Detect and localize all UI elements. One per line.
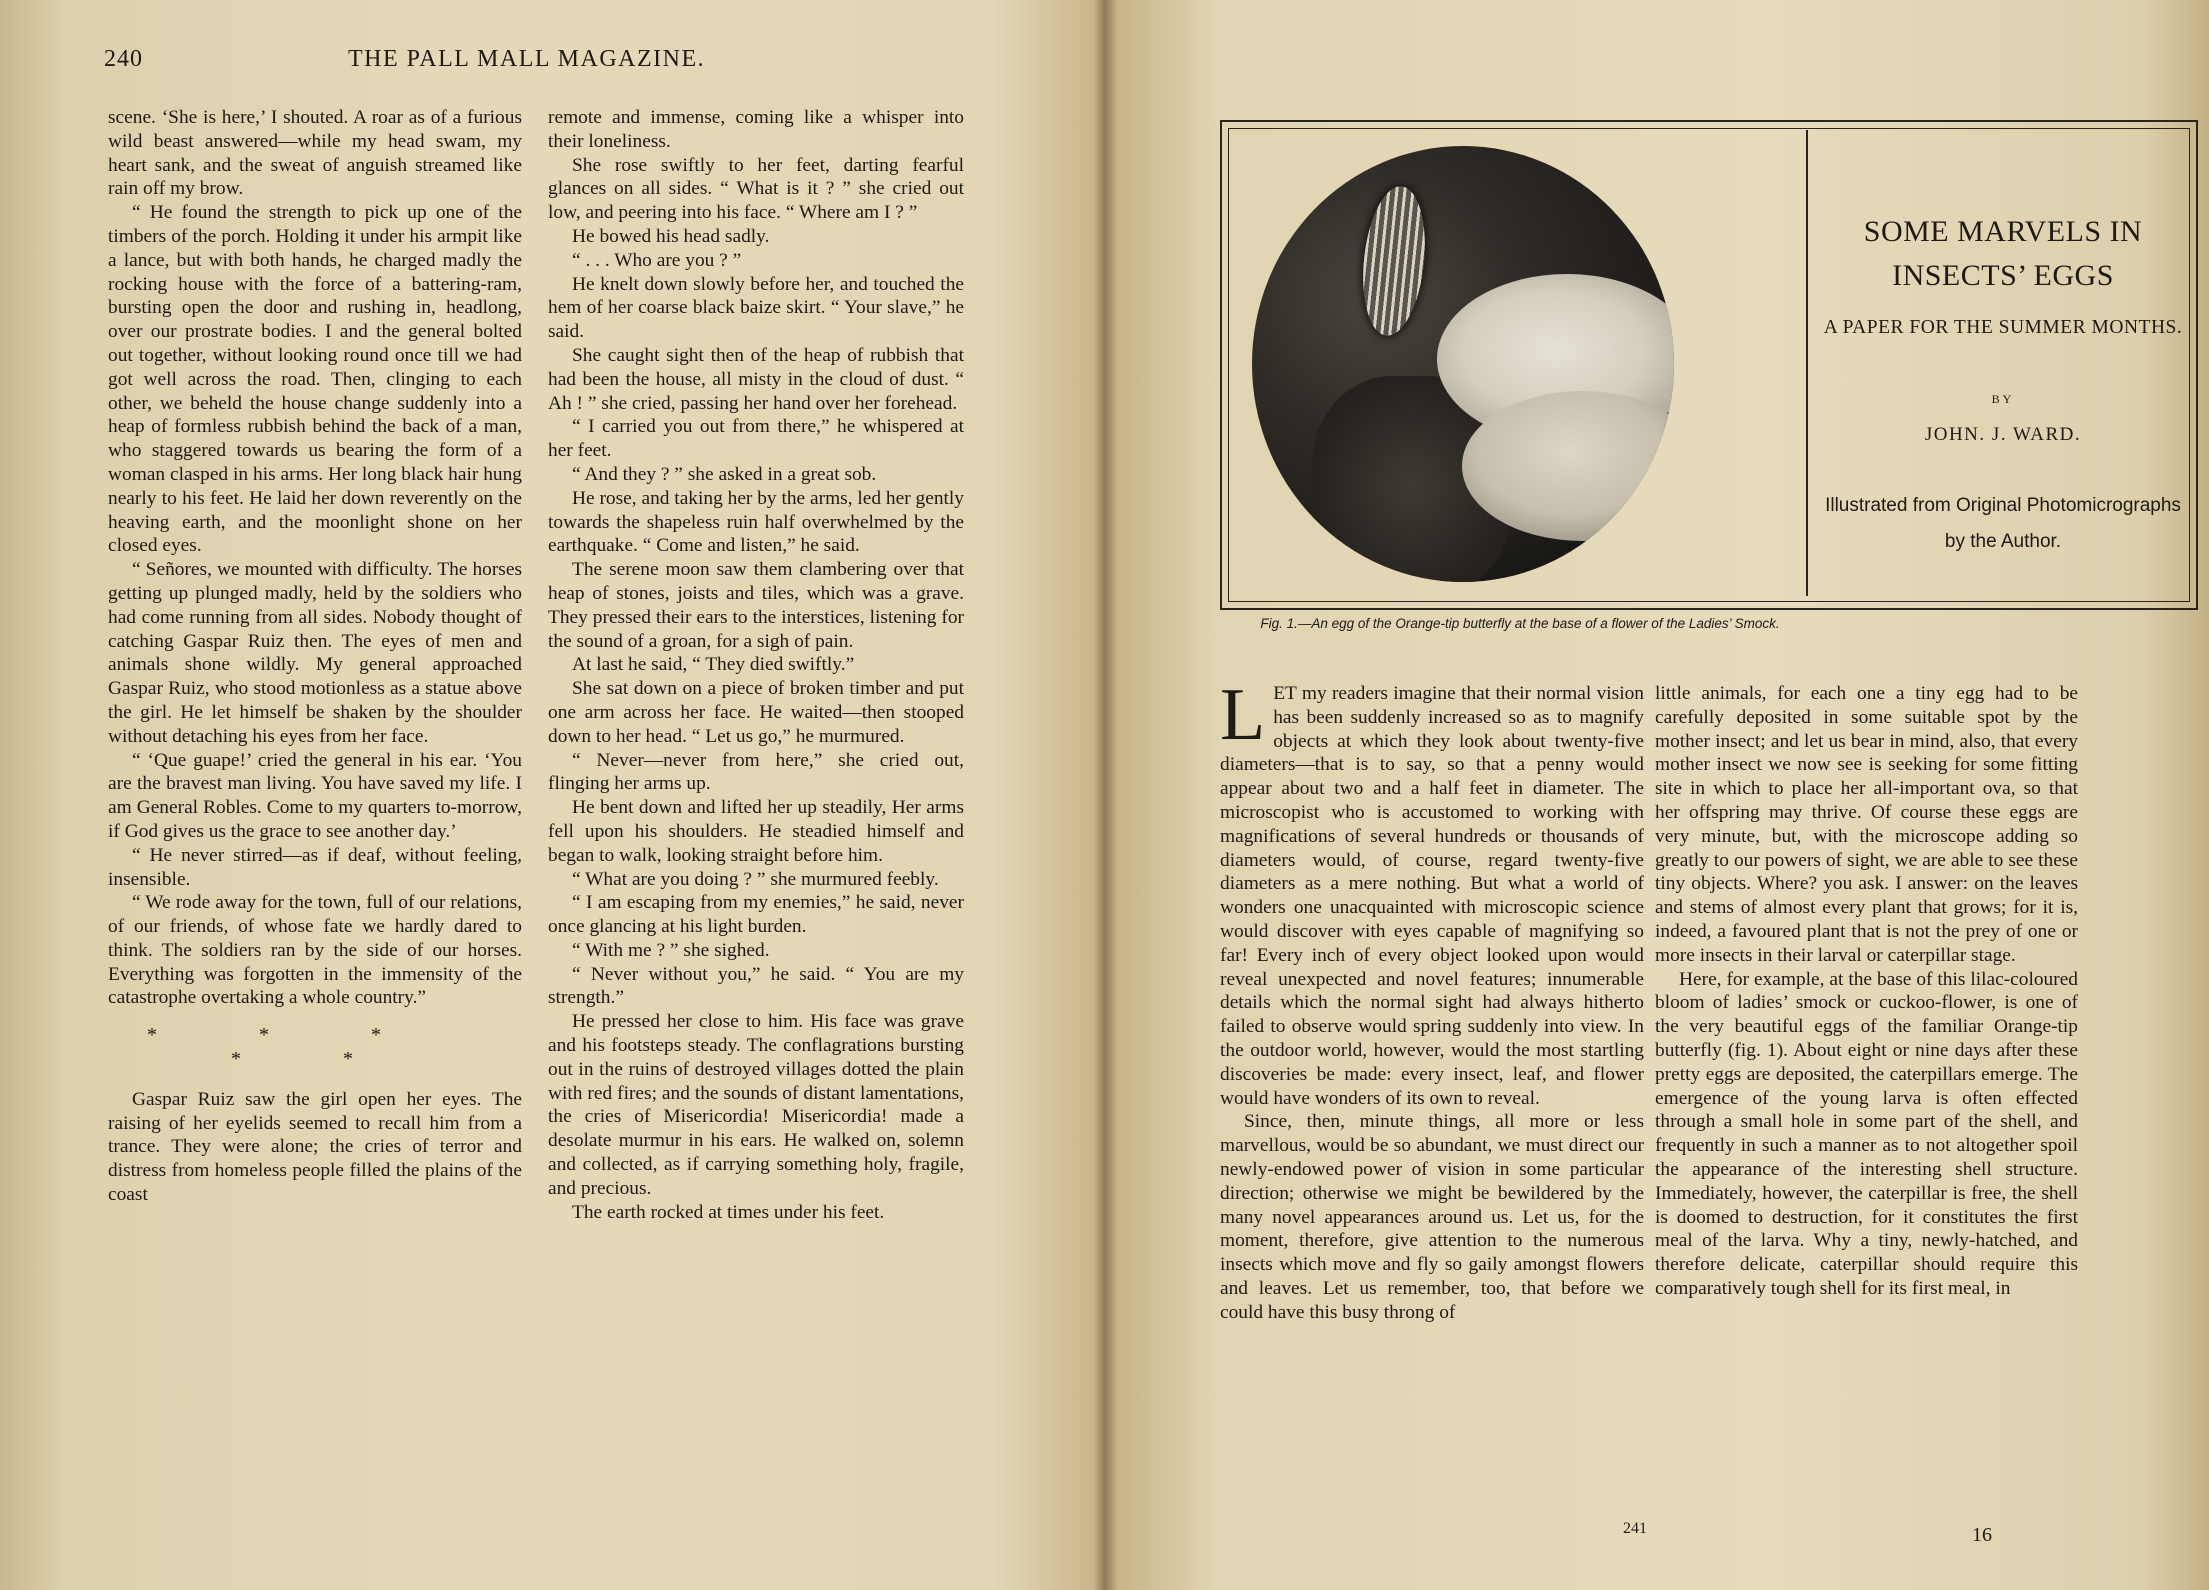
left-page (0, 0, 1100, 1590)
egg-photomicrograph (1252, 146, 1674, 582)
paragraph: “ What are you doing ? ” she murmured feebly. (572, 868, 939, 890)
left-column-1 (108, 106, 522, 1207)
paragraph: Here, for example, at the base of this lilac-coloured bloom of ladies’ smock or cuckoo-flower, is one of the very beautiful eggs of the familiar Orange-tip butterfly (fig. 1). About eight or nine days after these pretty eggs are deposited, the caterpillars emerge. The emergence of the young larva is often effected through a small hole in some part of the shell, and frequently in such a manner as to not altogether spoil the appearance of the interesting shell structure. Immediately, however, the caterpillar is free, the shell is doomed to destruction, for it constitutes the first meal of the larva. Why a tiny, newly-hatched, and therefore delicate, caterpillar should require this comparatively tough shell for its first meal, in (1655, 968, 2078, 1299)
paragraph: “ And they ? ” she asked in a great sob. (572, 463, 877, 485)
paragraph: “ He never stirred—as if deaf, without feeling, insensible. (108, 844, 522, 890)
paragraph: “ ‘Que guape!’ cried the general in his ear. ‘You are the bravest man living. You have saved my life. I am General Robles. Come to my quarters to-morrow, if God gives us the grace to see another day.’ (108, 749, 522, 842)
paragraph: She rose swiftly to her feet, darting fearful glances on all sides. “ What is it ? ” she cried out low, and peering into his face. “ Where am I ? ” (548, 154, 964, 224)
paragraph: Gaspar Ruiz saw the girl open her eyes. The raising of her eyelids seemed to recall him from a trance. They were alone; the cries of terror and distress from homeless people filled the plains of the coast (108, 1088, 522, 1206)
paragraph: He pressed her close to him. His face was grave and his footsteps steady. The conflagrations bursting out in the ruins of destroyed villages dotted the plain with red fires; and the sounds of distant lamentations, the cries of Misericordia! Misericordia! made a desolate murmur in his ears. He walked on, solemn and collected, as if carrying something holy, fragile, and precious. (548, 1011, 964, 1199)
drop-cap: L (1220, 674, 1266, 756)
page-number-left: 240 (104, 46, 143, 72)
paragraph: She caught sight then of the heap of rubbish that had been the house, all misty in the cloud of dust. “ Ah ! ” she cried, passing her hand over her forehead. (548, 344, 964, 414)
paragraph: He rose, and taking her by the arms, led her gently towards the shapeless ruin half overwhelmed by the earthquake. “ Come and listen,” he said. (548, 487, 964, 557)
paragraph: “ I carried you out from there,” he whispered at her feet. (548, 416, 964, 462)
paragraph: She sat down on a piece of broken timber and put one arm across her face. He waited—then stooped down to her head. “ Let us go,” he murmured. (548, 678, 964, 747)
running-title: THE PALL MALL MAGAZINE. (348, 46, 706, 72)
paragraph: “ We rode away for the town, full of our relations, of our friends, of whose fate we hardly dared to think. The soldiers ran by the side of our horses. Everything was forgotten in the immensity of the catastrophe overtaking a whole country.” (108, 892, 522, 1009)
paragraph: Since, then, minute things, all more or less marvellous, would be so abundant, we must direct our newly-endowed power of vision in some particular direction; otherwise we might be bewildered by the many novel appearances around us. Let us, for the moment, therefore, give attention to the numerous insects which move and fly so gaily amongst flowers and leaves. Let us remember, too, that before we could have this busy throng of (1220, 1111, 1644, 1323)
left-column-2 (548, 106, 964, 1224)
right-column-2 (1655, 682, 2078, 1301)
paragraph: He bent down and lifted her up steadily, Her arms fell upon his shoulders. He steadied himself and began to walk, looking straight before him. (548, 797, 964, 866)
paragraph: “ . . . Who are you ? ” (572, 249, 742, 271)
page-number-right: 241 (1623, 1520, 1647, 1537)
paragraph: “ He found the strength to pick up one of the timbers of the porch. Holding it under his armpit like a lance, but with both hands, he charged madly the rocking house with the force of a battering-ram, bursting open the door and rushing in, headlong, over our prostrate bodies. I and the general bolted out together, without looking round once till we had got well across the road. Then, clinging to each other, we beheld the house change suddenly into a heap of formless rubbish behind the back of a man, who staggered towards us bearing the form of a woman clasped in his arms. Her long black hair hung nearly to his feet. He laid her down reverently on the heaving earth, and the moonlight shone on her closed eyes. (108, 202, 522, 557)
paragraph: He bowed his head sadly. (572, 225, 770, 247)
title-block (1816, 130, 2190, 600)
running-head (104, 46, 1044, 76)
paragraph: scene. ‘She is here,’ I shouted. A roar as of a furious wild beast answered—while my head swam, my heart sank, and the sweat of anguish streamed like rain off my brow. (108, 107, 522, 200)
paragraph: “ Never—never from here,” she cried out, flinging her arms up. (548, 749, 964, 795)
byline-label: BY (1991, 392, 2015, 406)
paragraph: The earth rocked at times under his feet. (572, 1201, 885, 1223)
paragraph: “ With me ? ” she sighed. (572, 939, 770, 961)
paragraph: At last he said, “ They died swiftly.” (572, 654, 855, 676)
paragraph: He knelt down slowly before her, and touched the hem of her coarse black baize skirt. “ Your slave,” he said. (548, 273, 964, 343)
paragraph: “ Señores, we mounted with difficulty. The horses getting up plunged madly, held by the soldiers who had come running from all sides. Nobody thought of catching Gaspar Ruiz then. The eyes of men and animals shone wildly. My general approached Gaspar Ruiz, who stood motionless as a statue above the girl. He let himself be shaken by the shoulder without detaching his eyes from her face. (108, 559, 522, 747)
article-subtitle: A PAPER FOR THE SUMMER MONTHS. (1823, 317, 2183, 338)
butterfly-egg-shape (1356, 183, 1431, 338)
section-break-stars: * * * * * (147, 1024, 483, 1071)
author-name: JOHN. J. WARD. (1924, 424, 2082, 445)
paragraph: The serene moon saw them clambering over that heap of stones, joists and tiles, which was a grave. They pressed their ears to the interstices, listening for the sound of a groan, for a sigh of pain. (548, 559, 964, 652)
paragraph: remote and immense, coming like a whisper into their loneliness. (548, 107, 964, 152)
signature-mark: 16 (1972, 1524, 1992, 1546)
right-page (1110, 0, 2209, 1590)
paragraph: “ Never without you,” he said. “ You are my strength.” (548, 963, 964, 1009)
paragraph: little animals, for each one a tiny egg had to be carefully deposited in some suitable spot by the mother insect; and let us bear in mind, also, that every mother insect we now see is seeking for some fitting site in which to place her all-important ova, so that her offspring may thrive. Of course these eggs are very minute, but, with the microscope adding so greatly to our powers of sight, we are able to see these tiny objects. Where? you ask. I answer: on the leaves and stems of almost every plant that grows; for it is, indeed, a favoured plant that is not the prey of one or more insects in their larval or caterpillar stage. (1655, 683, 2078, 966)
article-title: SOME MARVELS IN INSECTS’ EGGS (1863, 215, 2143, 292)
right-column-1 (1220, 674, 1644, 1325)
paragraph: ET my readers imagine that their normal vision has been suddenly increased so as to magnify objects at which they look about twenty-five diameters—that is to say, so that a penny would appear about two and a half feet in diameter. The microscopist who is accustomed to working with magnifications of several hundreds or thousands of diameters would, of course, regard twenty-five diameters as a mere nothing. But what a world of wonders one unacquainted with microscopic science would discover with eyes capable of magnifying so far! Every inch of every object looked upon would reveal unexpected and novel features; innumerable details which the normal sight had always hitherto failed to observe would spring suddenly into view. In the outdoor world, however, would the most startling discoveries be made: every insect, leaf, and flower would have wonders of its own to reveal. (1220, 683, 1644, 1109)
illustration-credit: Illustrated from Original Photomicrographs by the Author. (1825, 495, 2181, 552)
paragraph: “ I am escaping from my enemies,” he said, never once glancing at his light burden. (548, 892, 964, 938)
figure-caption: Fig. 1.—An egg of the Orange-tip butterfly at the base of a flower of the Ladies’ Smock. (1260, 616, 1780, 631)
title-frame-divider (1806, 130, 1808, 596)
